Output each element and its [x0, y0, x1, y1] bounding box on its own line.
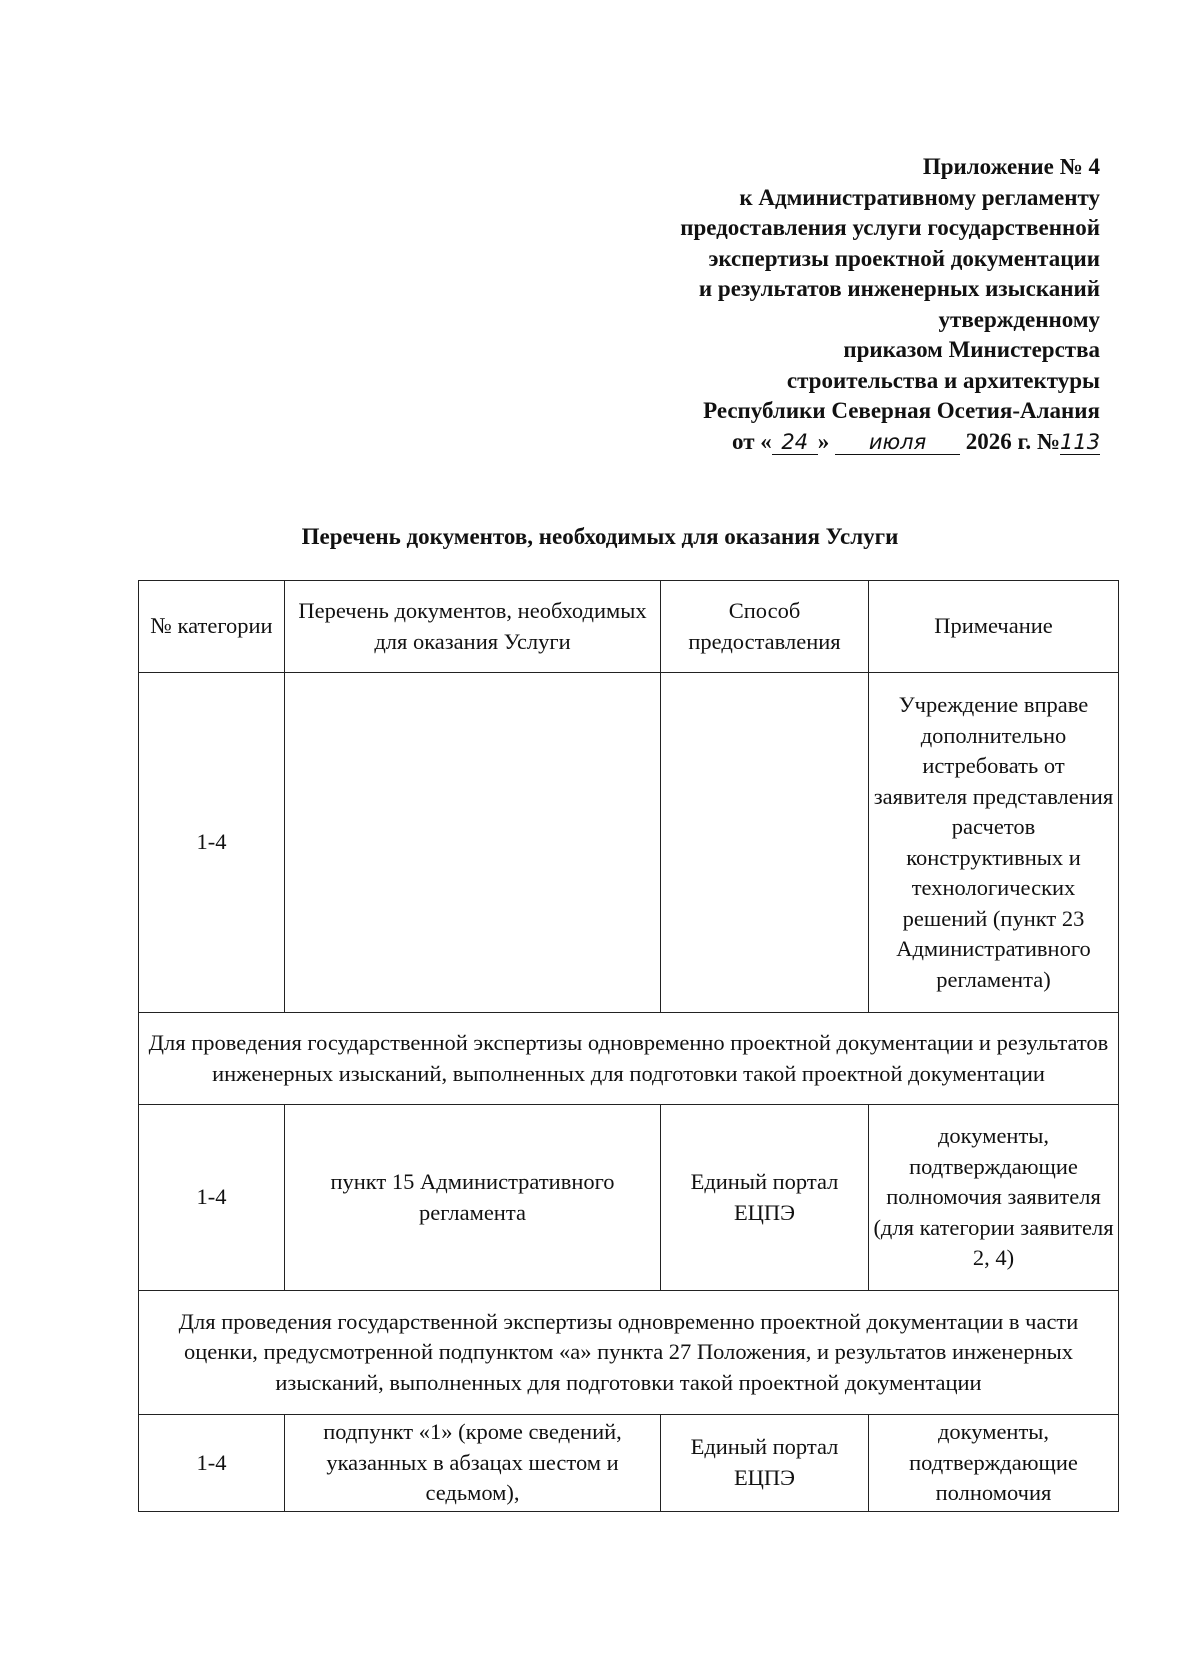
header-method: Способ предоставления — [661, 581, 869, 673]
table-header-row — [139, 581, 1119, 673]
date-year: 2026 г. № — [965, 428, 1060, 454]
cell-method: Единый портал ЕЦПЭ — [661, 1105, 869, 1291]
date-month-handwritten: июля — [835, 430, 960, 455]
appendix-line: предоставления услуги государственной — [680, 215, 1100, 240]
appendix-line: к Административному регламенту — [739, 184, 1100, 210]
appendix-line: и результатов инженерных изысканий — [698, 276, 1100, 301]
cell-documents: пункт 15 Административного регламента — [285, 1105, 661, 1291]
table-section-row — [139, 1291, 1119, 1415]
document-title: Перечень документов, необходимых для оказания Услуги — [301, 524, 899, 549]
table-row — [139, 1415, 1119, 1512]
appendix-line: строительства и архитектуры — [786, 367, 1100, 393]
date-mid: » — [817, 428, 830, 454]
appendix-line: Приложение № 4 — [922, 154, 1100, 179]
cell-note: Учреждение вправе дополнительно истребовать от заявителя представления расчетов конструктивных и технологических решений (пункт 23 Административного регламента) — [869, 673, 1119, 1013]
table-row — [139, 1105, 1119, 1291]
appendix-date-line — [540, 427, 1100, 458]
cell-method: Единый портал ЕЦПЭ — [661, 1415, 869, 1512]
section-heading: Для проведения государственной экспертизы одновременно проектной документации и результатов инженерных изысканий, выполненных для подготовки такой проектной документации — [139, 1013, 1119, 1105]
cell-category: 1-4 — [139, 673, 285, 1013]
cell-category: 1-4 — [139, 1415, 285, 1512]
cell-note: документы, подтверждающие полномочия — [869, 1415, 1119, 1512]
appendix-header — [540, 152, 1100, 457]
header-note: Примечание — [869, 581, 1119, 673]
header-category: № категории — [139, 581, 285, 673]
header-documents: Перечень документов, необходимых для оказания Услуги — [285, 581, 661, 673]
section-heading: Для проведения государственной экспертизы одновременно проектной документации в части оценки, предусмотренной подпунктом «а» пункта 27 Положения, и результатов инженерных изысканий, выполненных для подготовки такой проектной документации — [139, 1291, 1119, 1415]
appendix-line: экспертизы проектной документации — [708, 245, 1100, 271]
cell-note: документы, подтверждающие полномочия заявителя (для категории заявителя 2, 4) — [869, 1105, 1119, 1291]
appendix-line: приказом Министерства — [843, 337, 1100, 362]
date-prefix: от « — [732, 428, 772, 454]
cell-category: 1-4 — [139, 1105, 285, 1291]
cell-method — [661, 673, 869, 1013]
appendix-line: утвержденному — [938, 306, 1100, 332]
cell-documents: подпункт «1» (кроме сведений, указанных в абзацах шестом и седьмом), — [285, 1415, 661, 1512]
cell-documents — [285, 673, 661, 1013]
documents-table — [138, 580, 1119, 1512]
order-number-handwritten: 113 — [1060, 429, 1101, 454]
table-row — [139, 673, 1119, 1013]
date-day-handwritten: 24 — [772, 430, 818, 455]
appendix-line: Республики Северная Осетия-Алания — [703, 398, 1100, 423]
table-section-row — [139, 1013, 1119, 1105]
